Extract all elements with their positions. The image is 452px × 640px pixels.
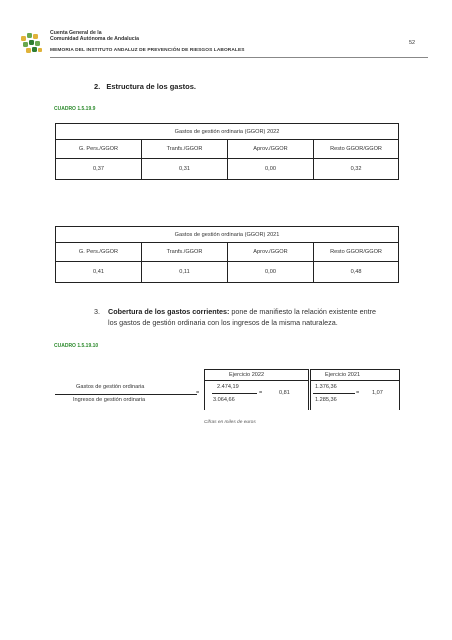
section-2-number: 2. (94, 82, 101, 91)
ingresos-gestion-ordinaria-label: Ingresos de gestión ordinaria (73, 397, 146, 403)
ej2021-box-top (310, 369, 399, 370)
ej2021-numerator: 1.376,36 (315, 384, 337, 390)
ggor-2021-value-pers: 0,41 (56, 262, 142, 283)
header-org-title (50, 30, 139, 43)
section-2-title: Estructura de los gastos. (106, 82, 196, 91)
junta-andalucia-logo-icon (20, 30, 46, 56)
ggor-2022-header-resto: Resto GGOR/GGOR (314, 140, 399, 159)
header-org-line2: Comunidad Autónoma de Andalucía (50, 36, 139, 43)
ej2022-box-left (204, 369, 205, 410)
ggor-2022-value-tranfs: 0,31 (142, 159, 228, 180)
header-divider (50, 57, 428, 58)
ej2021-title: Ejercicio 2021 (325, 372, 361, 378)
ej2022-result: 0,81 (279, 390, 290, 396)
section-3-label: Cobertura de los gastos corrientes: (108, 307, 230, 316)
ej2022-fraction-line (212, 393, 257, 394)
header-subtitle: MEMORIA DEL INSTITUTO ANDALUZ DE PREVENCIÓN DE RIESGOS LABORALES (50, 48, 245, 53)
gastos-gestion-ordinaria-label: Gastos de gestión ordinaria (76, 384, 145, 390)
ggor-2022-header-aprov: Aprov./GGOR (228, 140, 314, 159)
ej2021-fraction-line (313, 393, 355, 394)
ej2022-denominator: 3.064,66 (213, 397, 235, 403)
ej2022-numerator: 2.474,19 (217, 384, 239, 390)
ej2021-box-right (399, 369, 400, 410)
ggor-2022-header-tranfs: Tranfs./GGOR (142, 140, 228, 159)
section-3-text-line2: los gastos de gestión ordinaria con los ingresos de la misma naturaleza. (108, 318, 338, 327)
ej2022-title: Ejercicio 2022 (229, 372, 265, 378)
ej2022-header-rule (204, 380, 308, 381)
ggor-2022-value-resto: 0,32 (314, 159, 399, 180)
ej2021-denominator: 1.285,36 (315, 397, 337, 403)
ggor-2021-value-aprov: 0,00 (228, 262, 314, 283)
ej2022-box-top (204, 369, 308, 370)
equals-sign-2: = (259, 390, 263, 396)
ggor-2022-value-pers: 0,37 (56, 159, 142, 180)
header-org-line1: Cuenta General de la (50, 30, 102, 36)
ggor-2021-table (55, 226, 399, 283)
ej2021-header-rule (310, 380, 399, 381)
ggor-2022-title: Gastos de gestión ordinaria (GGOR) 2022 (56, 124, 399, 140)
ggor-2022-value-aprov: 0,00 (228, 159, 314, 180)
ej2021-result: 1,07 (372, 390, 383, 396)
ggor-2021-title: Gastos de gestión ordinaria (GGOR) 2021 (56, 227, 399, 243)
cuadro-2-code: CUADRO 1.5.19.10 (54, 343, 99, 349)
ggor-2022-table (55, 123, 399, 180)
ggor-2022-header-pers: G. Pers./GGOR (56, 140, 142, 159)
units-note: Cifras en miles de euros (204, 420, 256, 425)
section-3-text-line1: pone de manifiesto la relación existente entre (229, 307, 377, 316)
fraction-line-labels (55, 394, 197, 395)
ej2021-box-left (310, 369, 311, 410)
ggor-2021-header-aprov: Aprov./GGOR (228, 243, 314, 262)
equals-sign-1: = (196, 390, 200, 396)
section-2-heading (94, 82, 196, 91)
section-3-number: 3. (94, 307, 100, 316)
page-number: 52 (409, 40, 416, 46)
ggor-2021-header-resto: Resto GGOR/GGOR (314, 243, 399, 262)
ggor-2021-header-tranfs: Tranfs./GGOR (142, 243, 228, 262)
equals-sign-3: = (356, 390, 360, 396)
section-3-paragraph (94, 306, 434, 328)
ej2022-box-right (308, 369, 309, 410)
ggor-2021-header-pers: G. Pers./GGOR (56, 243, 142, 262)
ggor-2021-value-resto: 0,48 (314, 262, 399, 283)
ggor-2021-value-tranfs: 0,11 (142, 262, 228, 283)
cuadro-1-code: CUADRO 1.5.19.9 (54, 106, 96, 112)
